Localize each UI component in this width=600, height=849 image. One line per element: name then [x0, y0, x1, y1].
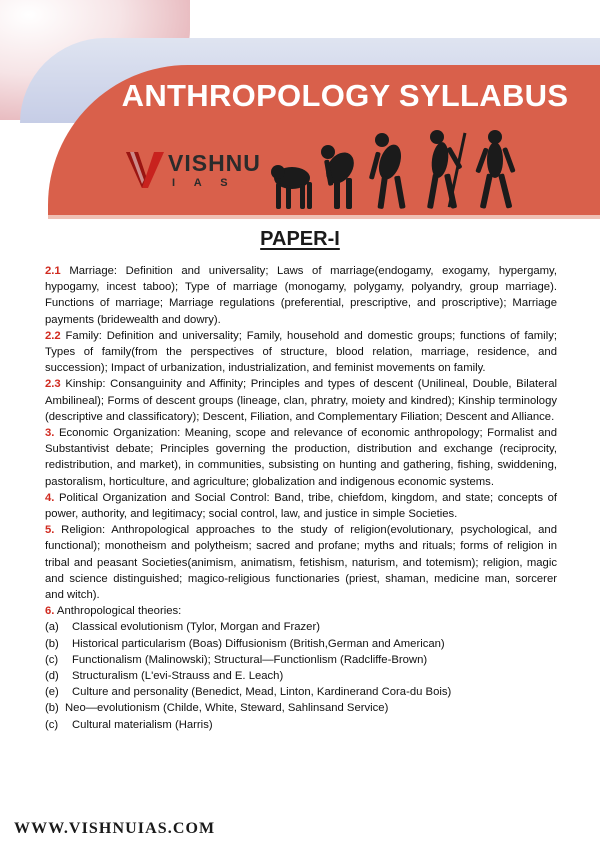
theory-text: Structuralism (L'evi-Strauss and E. Leach) [72, 670, 284, 683]
section-paragraph [45, 425, 557, 490]
theory-text: Culture and personality (Benedict, Mead, Linton, Kardinerand Cora-du Bois) [72, 686, 452, 699]
v-logo-icon [124, 150, 166, 190]
theory-label: (c) [45, 718, 59, 731]
theory-item [45, 700, 557, 716]
theory-item [45, 636, 557, 652]
section-number: 3. [45, 427, 55, 440]
paper-title: PAPER-I [260, 228, 340, 250]
theory-item [45, 652, 557, 668]
section-number: 2.3 [45, 378, 61, 391]
theory-label: (d) [45, 670, 59, 683]
section-number: 6. [45, 605, 55, 618]
theory-label: (e) [45, 686, 59, 699]
theory-item [45, 668, 557, 684]
section-text: Economic Organization: Meaning, scope and relevance of economic anthropology; Formalist and Substantivist debate; Principles governing the production, distribution and exchange (reciprocity, redistribution, and market), in communities, subsisting on hunting and gathering, fishing, swiddening, pastoralism, horticulture, and agriculture; globalization and indigenous economic systems. [45, 427, 557, 488]
section-paragraph [45, 263, 557, 328]
syllabus-content [45, 263, 557, 733]
section-paragraph [45, 328, 557, 377]
website-link[interactable]: WWW.VISHNUIAS.COM [14, 820, 216, 837]
section-paragraph [45, 376, 557, 425]
theory-text: Cultural materialism (Harris) [72, 718, 213, 731]
section-text: Family: Definition and universality; Family, household and domestic groups; functions of family; Types of family(from the perspectives of structure, blood relation, marriage, residence, and succession); Impact of urbanization, industrialization, and feminist movements on family. [45, 329, 557, 375]
theory-label: (a) [45, 621, 59, 634]
theory-item [45, 684, 557, 700]
theory-text: Functionalism (Malinowski); Structural—Functionlism (Radcliffe-Brown) [72, 653, 428, 666]
section-text: Anthropological theories: [54, 605, 182, 618]
theory-label: (b) [45, 702, 59, 715]
theory-text: Neo—evolutionism (Childe, White, Steward, Sahlinsand Service) [65, 702, 389, 715]
section-number: 5. [45, 524, 55, 537]
section-paragraph [45, 522, 557, 603]
section-text: Political Organization and Social Control: Band, tribe, chiefdom, kingdom, and state; concepts of power, authority, and legitimacy; social control, law, and justice in simple Societies. [45, 491, 557, 521]
logo-subtitle: I A S [172, 177, 236, 189]
section-paragraph [45, 490, 557, 522]
theory-item [45, 717, 557, 733]
section-text: Kinship: Consanguinity and Affinity; Principles and types of descent (Unilineal, Double, Bilateral Ambilineal); Forms of descent groups (lineage, clan, phratry, moiety and kindred); Kinship terminology (descriptive and classificatory); Descent, Filiation, and Complementary Filiation; Descent and Alliance. [45, 378, 557, 423]
theory-label: (c) [45, 653, 59, 666]
theory-label: (b) [45, 637, 59, 650]
section-text: Religion: Anthropological approaches to the study of religion(evolutionary, psychological, and functional); monotheism and polytheism; sacred and profane; myths and rituals; forms of religion in tribal and peasant Societies(animism, animatism, fetishism, naturism, and totemism); religion, magic and science distinguished; magico-religious functionaries (priest, shaman, medicine man, sorcerer and witch). [45, 524, 557, 602]
section-text: Marriage: Definition and universality; Laws of marriage(endogamy, exogamy, hypergamy, hypogamy, incest taboo); Type of marriage (monogamy, polygamy, polyandry, group marriage). Functions of marriage; Marriage regulations (preferential, prescriptive, and proscriptive); Marriage payments (bridewealth and dowry). [45, 265, 557, 326]
section-number: 2.1 [45, 265, 61, 277]
theory-item [45, 619, 557, 635]
theory-text: Classical evolutionism (Tylor, Morgan and Frazer) [72, 621, 320, 634]
section-number: 2.2 [45, 329, 61, 342]
section-number: 4. [45, 491, 55, 504]
logo-name: VISHNU [168, 150, 261, 176]
theory-text: Historical particularism (Boas) Diffusionism (British,German and American) [72, 637, 445, 650]
vishnu-ias-logo [124, 150, 264, 195]
theories-heading [45, 603, 557, 619]
human-evolution-icon [270, 128, 530, 213]
page-title: ANTHROPOLOGY SYLLABUS [121, 78, 569, 113]
